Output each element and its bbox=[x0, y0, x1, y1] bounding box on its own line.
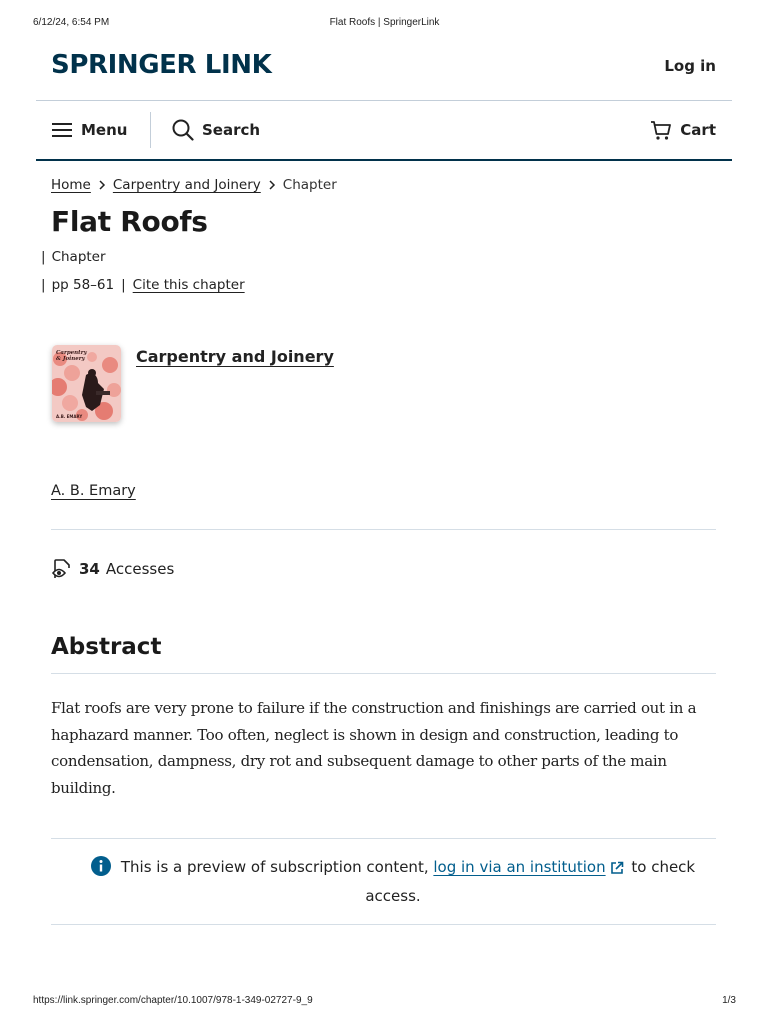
breadcrumb-home[interactable]: Home bbox=[51, 177, 91, 193]
springer-link-logo[interactable]: SPRINGER LINK bbox=[51, 50, 272, 80]
site-header bbox=[36, 48, 732, 101]
book-cover-image[interactable] bbox=[52, 345, 121, 422]
print-url: https://link.springer.com/chapter/10.1007/978-1-349-02727-9_9 bbox=[33, 995, 313, 1006]
preview-text-before: This is a preview of subscription content, bbox=[120, 858, 429, 876]
print-datetime: 6/12/24, 6:54 PM bbox=[33, 17, 110, 28]
print-footer bbox=[33, 995, 736, 1009]
breadcrumb-current: Chapter bbox=[282, 177, 337, 193]
cover-author: A.B. EMARY bbox=[56, 414, 83, 419]
breadcrumb bbox=[51, 177, 337, 193]
nav-divider bbox=[150, 112, 151, 148]
chapter-type-line: | Chapter bbox=[41, 249, 106, 265]
accesses-count: 34 bbox=[79, 560, 100, 578]
divider bbox=[51, 838, 716, 839]
cover-title-line1: Carpentry bbox=[56, 350, 87, 356]
search-label: Search bbox=[202, 121, 261, 139]
search-icon bbox=[172, 119, 194, 141]
divider bbox=[51, 924, 716, 925]
info-icon bbox=[91, 856, 111, 884]
abstract-text: Flat roofs are very prone to failure if the construction and finishings are carried out in a haphazard manner. Too often, neglect is shown in design and construction, leading to condensation, dampness, dry rot and subsequent damage to other parts of the main building. bbox=[51, 699, 697, 797]
cart-button[interactable] bbox=[650, 101, 716, 159]
breadcrumb-book[interactable]: Carpentry and Joinery bbox=[112, 177, 261, 193]
book-title-link[interactable]: Carpentry and Joinery bbox=[136, 347, 334, 366]
cart-label: Cart bbox=[680, 121, 716, 139]
accesses-metric bbox=[51, 558, 174, 580]
print-page-number: 1/3 bbox=[722, 995, 736, 1006]
menu-button[interactable] bbox=[52, 101, 127, 159]
print-doc-title: Flat Roofs | SpringerLink bbox=[329, 17, 440, 28]
chapter-pages-line: | pp 58–61 | Cite this chapter bbox=[41, 277, 245, 293]
page-title: Flat Roofs bbox=[51, 205, 208, 238]
subscription-preview-notice bbox=[88, 855, 698, 909]
abstract-heading: Abstract bbox=[51, 634, 162, 660]
hamburger-menu-icon bbox=[52, 122, 73, 138]
cart-icon bbox=[650, 120, 672, 141]
chapter-pages: pp 58–61 bbox=[51, 277, 115, 293]
divider bbox=[51, 673, 716, 674]
cover-title-line2: & Joinery bbox=[56, 356, 85, 362]
chevron-right-icon bbox=[98, 180, 106, 190]
accesses-label: Accesses bbox=[105, 560, 175, 578]
nav-bar bbox=[36, 101, 732, 161]
login-link[interactable]: Log in bbox=[664, 57, 716, 75]
cite-chapter-link[interactable]: Cite this chapter bbox=[132, 277, 245, 293]
search-button[interactable] bbox=[172, 101, 260, 159]
menu-label: Menu bbox=[81, 121, 128, 139]
author-link[interactable]: A. B. Emary bbox=[51, 483, 136, 499]
external-link-icon bbox=[610, 858, 624, 883]
divider bbox=[51, 529, 716, 530]
chapter-type: Chapter bbox=[51, 249, 106, 265]
institution-login-link[interactable]: log in via an institution bbox=[433, 858, 606, 876]
preview-text-after: to check access. bbox=[365, 858, 696, 905]
print-header bbox=[33, 17, 736, 31]
chevron-right-icon bbox=[268, 180, 276, 190]
accesses-eye-icon bbox=[51, 558, 73, 580]
